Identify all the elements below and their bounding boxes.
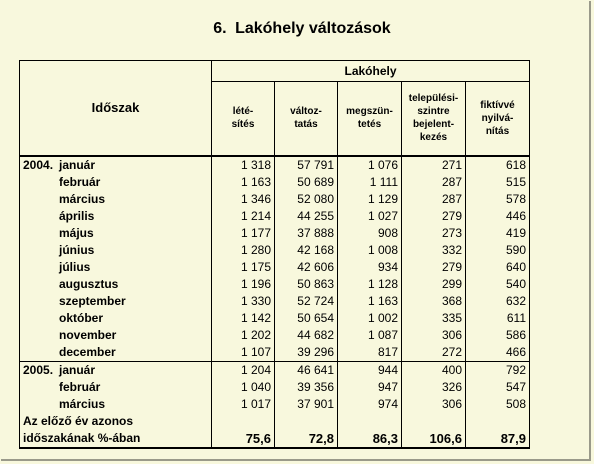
table-cell: 908: [338, 225, 402, 242]
table-cell: 306: [402, 396, 466, 413]
table-cell: 306: [402, 327, 466, 344]
row-month: március: [59, 396, 106, 411]
column-header-line: sítés: [231, 119, 255, 131]
summary-label-line2: időszakának %-ában: [20, 430, 212, 448]
table-cell: 335: [402, 310, 466, 327]
summary-row-label: [20, 413, 530, 430]
table-cell: 1 163: [212, 174, 275, 191]
table-cell: 1 196: [212, 276, 275, 293]
table-cell: 1 040: [212, 379, 275, 396]
row-label: [20, 310, 212, 327]
row-label: [20, 174, 212, 191]
column-header-line: tetés: [357, 119, 382, 131]
row-label: [20, 396, 212, 413]
table-cell: 44 255: [275, 208, 338, 225]
table-cell: 934: [338, 259, 402, 276]
table-cell: 817: [338, 344, 402, 362]
table-cell: 1 111: [338, 174, 402, 191]
row-label: [20, 344, 212, 362]
table-cell: 419: [466, 225, 530, 242]
page-title: [0, 20, 594, 38]
group-header: Lakóhely: [212, 61, 530, 82]
column-header-line: szintre: [417, 106, 450, 118]
column-header: [402, 82, 466, 156]
table-row: [20, 276, 530, 293]
row-month: február: [59, 379, 101, 394]
empty-cell: [338, 413, 402, 430]
summary-value: 86,3: [338, 430, 402, 448]
summary-row: [20, 430, 530, 448]
table-row: [20, 208, 530, 225]
table-cell: 944: [338, 361, 402, 379]
column-header-line: megszün-: [346, 106, 393, 118]
table-cell: 974: [338, 396, 402, 413]
row-month: február: [59, 174, 101, 189]
title-text: Lakóhely változások: [235, 20, 391, 37]
table-cell: 1 027: [338, 208, 402, 225]
table-cell: 618: [466, 156, 530, 174]
row-label: [20, 208, 212, 225]
table-cell: 39 356: [275, 379, 338, 396]
table-cell: 42 606: [275, 259, 338, 276]
table-cell: 1 129: [338, 191, 402, 208]
table-cell: 1 346: [212, 191, 275, 208]
row-month: december: [59, 344, 116, 359]
row-month: október: [59, 310, 104, 325]
table-cell: 590: [466, 242, 530, 259]
table-cell: 46 641: [275, 361, 338, 379]
row-month: június: [59, 242, 95, 257]
table-cell: 632: [466, 293, 530, 310]
table-cell: 1 177: [212, 225, 275, 242]
table-cell: 515: [466, 174, 530, 191]
table-row: [20, 156, 530, 174]
table-cell: 52 724: [275, 293, 338, 310]
row-month: január: [59, 362, 96, 377]
table-row: [20, 361, 530, 379]
row-month: március: [59, 191, 106, 206]
column-header-line: fiktívvé: [480, 99, 515, 111]
table-cell: 279: [402, 259, 466, 276]
table-cell: 1 318: [212, 156, 275, 174]
table-cell: 37 901: [275, 396, 338, 413]
table-cell: 1 330: [212, 293, 275, 310]
row-label: [20, 361, 212, 379]
table-row: [20, 379, 530, 396]
column-header: [466, 82, 530, 156]
table-cell: 540: [466, 276, 530, 293]
table-cell: 57 791: [275, 156, 338, 174]
row-month: július: [59, 259, 91, 274]
table-cell: 466: [466, 344, 530, 362]
column-header-line: kezés: [419, 132, 448, 144]
table-cell: 1 017: [212, 396, 275, 413]
row-month: augusztus: [59, 276, 119, 291]
table-cell: 44 682: [275, 327, 338, 344]
row-month: szeptember: [59, 293, 126, 308]
table-cell: 1 076: [338, 156, 402, 174]
column-header: [338, 82, 402, 156]
row-label: [20, 259, 212, 276]
table-cell: 508: [466, 396, 530, 413]
table-cell: 1 008: [338, 242, 402, 259]
table-cell: 332: [402, 242, 466, 259]
table-cell: 273: [402, 225, 466, 242]
row-label: [20, 293, 212, 310]
row-month: április: [59, 208, 95, 223]
table-cell: 446: [466, 208, 530, 225]
summary-value: 87,9: [466, 430, 530, 448]
row-label: [20, 191, 212, 208]
column-header-line: változ-: [290, 106, 322, 118]
table-row: [20, 327, 530, 344]
table-cell: 1 202: [212, 327, 275, 344]
column-header-line: nyilvá-: [481, 112, 514, 124]
row-label: [20, 327, 212, 344]
table-cell: 37 888: [275, 225, 338, 242]
table-cell: 39 296: [275, 344, 338, 362]
table-row: [20, 191, 530, 208]
column-header-line: települési-: [408, 93, 459, 105]
table-cell: 50 689: [275, 174, 338, 191]
row-month: május: [59, 225, 94, 240]
column-header-line: bejelent-: [412, 119, 455, 131]
empty-cell: [212, 413, 275, 430]
table-cell: 1 163: [338, 293, 402, 310]
table-row: [20, 174, 530, 191]
table-row: [20, 242, 530, 259]
table-cell: 50 863: [275, 276, 338, 293]
row-month: január: [59, 157, 96, 172]
row-year: 2005.: [23, 362, 54, 377]
table-cell: 1 142: [212, 310, 275, 327]
column-header-line: nítás: [485, 125, 510, 137]
table-cell: 1 128: [338, 276, 402, 293]
table-row: [20, 396, 530, 413]
table-cell: 400: [402, 361, 466, 379]
table-cell: 792: [466, 361, 530, 379]
table-cell: 287: [402, 174, 466, 191]
table-cell: 271: [402, 156, 466, 174]
table-row: [20, 310, 530, 327]
row-label: [20, 225, 212, 242]
table-cell: 279: [402, 208, 466, 225]
table-cell: 1 107: [212, 344, 275, 362]
row-year: 2004.: [23, 157, 54, 172]
table-cell: 1 002: [338, 310, 402, 327]
summary-value: 106,6: [402, 430, 466, 448]
row-label: [20, 276, 212, 293]
table-cell: 272: [402, 344, 466, 362]
table-row: [20, 259, 530, 276]
table-cell: 611: [466, 310, 530, 327]
table-cell: 1 087: [338, 327, 402, 344]
row-label: [20, 379, 212, 396]
table-cell: 287: [402, 191, 466, 208]
empty-cell: [275, 413, 338, 430]
column-header-line: tatás: [294, 119, 318, 131]
table-cell: 947: [338, 379, 402, 396]
row-label: [20, 242, 212, 259]
column-header: [212, 82, 275, 156]
period-header: Időszak: [20, 61, 212, 156]
table-cell: 299: [402, 276, 466, 293]
empty-cell: [402, 413, 466, 430]
table-row: [20, 293, 530, 310]
row-month: november: [59, 327, 117, 342]
table-cell: 368: [402, 293, 466, 310]
table-cell: 547: [466, 379, 530, 396]
table-cell: 586: [466, 327, 530, 344]
table-cell: 42 168: [275, 242, 338, 259]
table-cell: 640: [466, 259, 530, 276]
empty-cell: [466, 413, 530, 430]
column-header: [275, 82, 338, 156]
row-label: [20, 156, 212, 174]
title-number: 6.: [213, 20, 227, 37]
table-cell: 52 080: [275, 191, 338, 208]
column-header-line: lété-: [232, 106, 254, 118]
table-cell: 1 175: [212, 259, 275, 276]
table-cell: 1 214: [212, 208, 275, 225]
table-cell: 1 280: [212, 242, 275, 259]
table-cell: 50 654: [275, 310, 338, 327]
table-cell: 1 204: [212, 361, 275, 379]
table-row: [20, 225, 530, 242]
data-table: [19, 60, 530, 449]
summary-label-line1: Az előző év azonos: [20, 413, 212, 430]
table-cell: 326: [402, 379, 466, 396]
table-row: [20, 344, 530, 362]
summary-value: 75,6: [212, 430, 275, 448]
table-cell: 578: [466, 191, 530, 208]
summary-value: 72,8: [275, 430, 338, 448]
